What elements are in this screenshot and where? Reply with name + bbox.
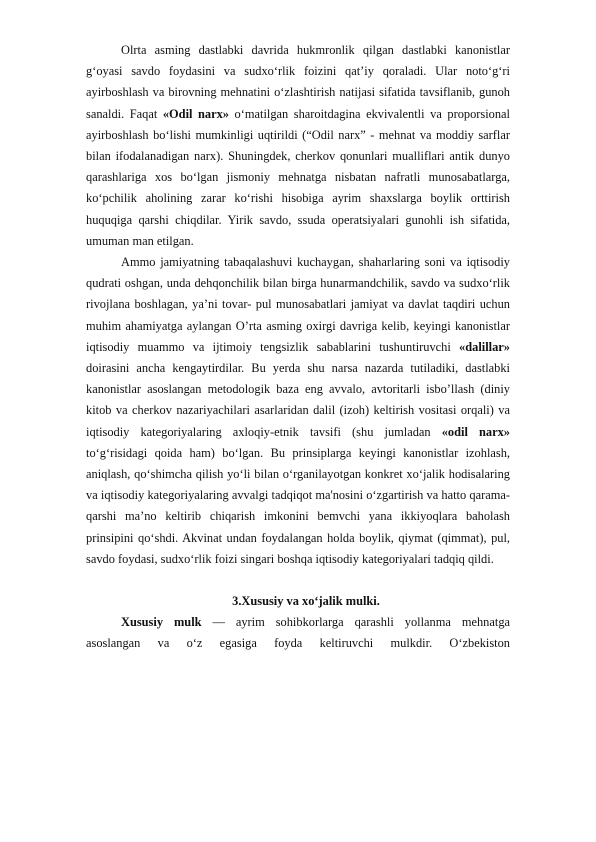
text-segment: Olrta asming dastlabki davrida hukmronlik qilgan dastlabki kanonistlar g‘oyasi savdo foydasini va sudxo‘rlik foizini qat’iy qoraladi. Ular noto‘g‘ri ayirboshlash va birovning mehnatini o‘zlashtirish natijasi sifatida tavsiflanib, gunoh sanaldi. Faqat bbox=[86, 43, 510, 121]
document-page bbox=[86, 40, 510, 655]
paragraph-private-property bbox=[86, 612, 510, 654]
bold-term-dalillar: «dalillar» bbox=[459, 339, 510, 354]
section-heading: 3.Xususiy va xo‘jalik mulki. bbox=[232, 594, 380, 609]
text-segment: o‘matilgan sharoitdagina ekvivalentli va proporsional ayirboshlash bo‘lishi mumkinligi uqtirildi (“Odil narx” - mehnat va moddiy sarflar bilan ifodalanadigan narx). Shuningdek, cherkov qonunlari mualliflari antik dunyo qarashlariga xos bo‘lgan jismoniy mehnatga nisbatan nafratli munosabatlarga, ko‘pchilik aholining zarar ko‘rishi hisobiga ayrim shaxslarga boylik orttirish huquqiga qarshi chiqdilar. Yirik savdo, ssuda operatsiyalari gunohli ish sifatida, umuman man etilgan. bbox=[86, 106, 511, 248]
text-segment: — ayrim sohibkorlarga qarashli yollanma mehnatga asoslangan va o‘z egasiga foyda keltiruvchi mulkdir. O‘zbekiston bbox=[86, 615, 511, 651]
text-segment: doirasini ancha kengaytirdilar. Bu yerda shu narsa nazarda tutiladiki, dastlabki kanonistlar asoslangan metodologik baza eng avvalo, avtoritarli isbo’llash (diniy kitob va cherkov nazariyachilari asarlaridan dalil (izoh) keltirish vositasi orqali) va iqtisodiy kategoriyalaring axloqiy-etnik tavsifi (shu jumladan bbox=[86, 361, 510, 439]
text-segment: Ammo jamiyatning tabaqalashuvi kuchaygan, shaharlaring soni va iqtisodiy qudrati oshgan, unda dehqonchilik bilan birga hunarmandchilik, savdo va sudxo‘rlik rivojlana boshlagan, ya’ni tovar- pul munosabatlari jamiyat va davlat taqdiri uchun muhim ahamiyatga aylangan O’rta asming oxirgi davriga kelib, keyingi kanonistlar iqtisodiy muammo va ijtimoiy tengsizlik sabablarini tushuntiruvchi bbox=[86, 255, 510, 354]
paragraph-canonists-later bbox=[86, 252, 510, 570]
bold-term-xususiy-mulk: Xususiy mulk bbox=[121, 615, 202, 630]
paragraph-canonists-early bbox=[86, 40, 510, 252]
bold-term-odil-narx: «Odil narx» bbox=[162, 106, 229, 121]
bold-term-odil-narx: «odil narx» bbox=[441, 424, 510, 439]
text-segment: to‘g‘risidagi qoida ham) bo‘lgan. Bu prinsiplarga keyingi kanonistlar izohlash, aniqlash, qo‘shimcha qilish yo‘li bilan o‘rganilayotgan konkret xo‘jalik hodisalaring va iqtisodiy kategoriyalaring avvalgi tadqiqot ma'nosini o‘zgartirish va hatto qarama-qarshi ma’no keltirib chiqarish imkonini bemvchi yana ikkiyoqlara baholash prinsipini qo‘shdi. Akvinat undan foydalangan holda boylik, qiymat (qimmat), pul, savdo foydasi, sudxo‘rlik foizi singari boshqa iqtisodiy kategoriyalari tadqiq qildi. bbox=[86, 445, 510, 566]
